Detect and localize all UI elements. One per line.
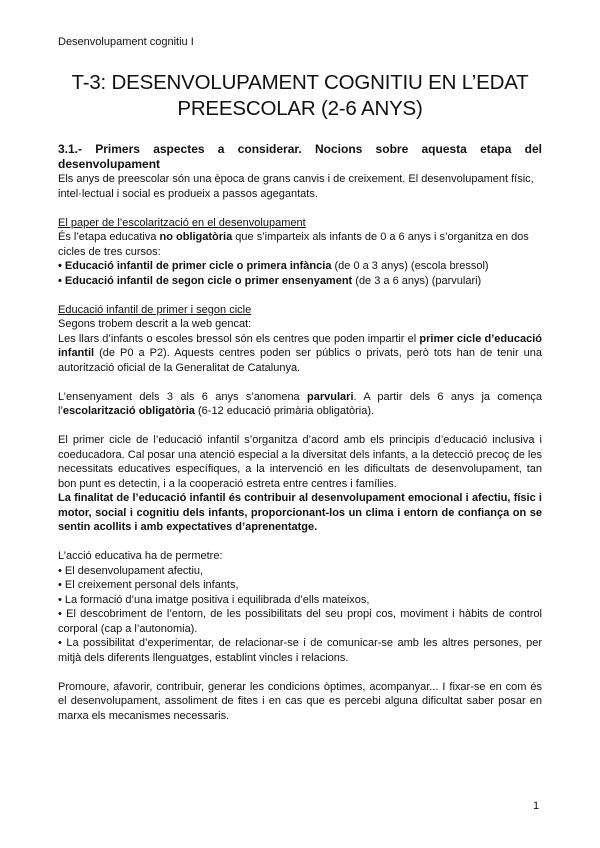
paragraph-parvulari-text-a: L’ensenyament dels 3 als 6 anys s’anomena xyxy=(58,390,308,403)
list-item: • El desenvolupament afectiu, xyxy=(58,564,204,577)
bullet-primer-cicle-bold: • Educació infantil de primer cicle o primera infància xyxy=(58,260,332,272)
paragraph-llars xyxy=(58,332,542,376)
list-item: • El creixement personal dels infants, xyxy=(58,579,239,591)
bullet-primer-cicle xyxy=(58,259,542,274)
bullet-primer-cicle-rest: (de 0 a 3 anys) (escola bressol) xyxy=(331,260,489,272)
paragraph-parvulari xyxy=(58,390,542,419)
bullet-segon-cicle-bold: • Educació infantil de segon cicle o primer ensenyament xyxy=(58,274,353,287)
list-item: • La possibilitat d’experimentar, de relacionar-se i de comunicar-se amb les altres persones, per mitjà dels diferents llenguatges, establint vincles i relacions. xyxy=(58,637,542,664)
bullet-segon-cicle xyxy=(58,274,542,289)
gencat-line: Segons trobem descrit a la web gencat: xyxy=(58,318,252,330)
paragraph-llars-text-c: (de P0 a P2). Aquests centres poden ser públics o privats, però tots han de tenir una autorització oficial de la Generalitat de Catalunya. xyxy=(58,347,542,374)
list-item: • El descobriment de l’entorn, de les possibilitats del seu propi cos, moviment i hàbits de control corporal (cap a l’autonomia). xyxy=(58,608,542,635)
paragraph-parvulari-emphasis-2: escolarització obligatòria xyxy=(62,405,195,417)
paragraph-parvulari-text-e: (6-12 educació primària obligatòria). xyxy=(194,405,375,417)
paragraph-llars-emphasis: primer cicle d’educació infantil xyxy=(58,332,542,359)
accio-intro: L’acció educativa ha de permetre: xyxy=(58,550,223,562)
section-intro: Els anys de preescolar són una època de grans canvis i de creixement. El desenvolupament físic, intel·lectual i social es produeix a passos agegantats. xyxy=(58,173,534,200)
running-header: Desenvolupament cognitiu I xyxy=(58,36,194,48)
paragraph-llars-text-a: Les llars d’infants o escoles bressol són els centres que poden impartir el xyxy=(58,332,420,345)
paragraph-primer-cicle: El primer cicle de l’educació infantil s’organitza d’acord amb els principis d’educació inclusiva i coeducadora. Cal posar una atenció especial a la diversitat dels infants, a la detecció precoç de les necessitats educatives específiques, a la intervenció en les dificultats de desenvolupament, tan bon punt es detectin, i a la cooperació estreta entre centres i famílies. xyxy=(58,434,542,490)
paragraph-parvulari-text-c: . A partir dels 6 anys ja comença l’ xyxy=(58,390,542,417)
paragraph-etapa-text-c: que s’imparteix als infants de 0 a 6 anys i s’organitza en dos cicles de tres cursos: xyxy=(58,231,529,258)
document-body xyxy=(58,142,542,723)
page-title: T-3: DESENVOLUPAMENT COGNITIU EN L’EDAT PREESCOLAR (2-6 ANYS) xyxy=(71,71,529,120)
bullet-segon-cicle-rest: (de 3 a 6 anys) (parvulari) xyxy=(352,274,482,287)
list-item: • La formació d’una imatge positiva i equilibrada d’ells mateixos, xyxy=(58,593,370,606)
subheading-cicles: Educació infantil de primer i segon cicle xyxy=(58,303,252,316)
paragraph-etapa-text-a: És l’etapa educativa xyxy=(58,231,160,243)
section-heading: 3.1.- Primers aspectes a considerar. Nocions sobre aquesta etapa del desenvolupament xyxy=(58,142,542,171)
paragraph-finalitat: La finalitat de l’educació infantil és contribuir al desenvolupament emocional i afectiu, físic i motor, social i cognitiu dels infants, proporcionant-los un clima i entorn de confiança on se sentin acollits i amb expectatives d’aprenentatge. xyxy=(58,492,542,533)
closing-paragraph: Promoure, afavorir, contribuir, generar les condicions òptimes, acompanyar... I fixar-se en com és el desenvolupament, assoliment de fites i en cas que es percebi alguna dificultat saber posar en marxa els mecanismes necessaris. xyxy=(58,680,542,722)
page-number: 1 xyxy=(533,800,540,812)
paragraph-etapa-emphasis: no obligatòria xyxy=(159,231,233,243)
subheading-escolaritzacio: El paper de l’escolarització en el desenvolupament xyxy=(58,216,306,229)
paragraph-parvulari-emphasis: parvulari xyxy=(307,390,354,403)
paragraph-etapa xyxy=(58,230,542,259)
